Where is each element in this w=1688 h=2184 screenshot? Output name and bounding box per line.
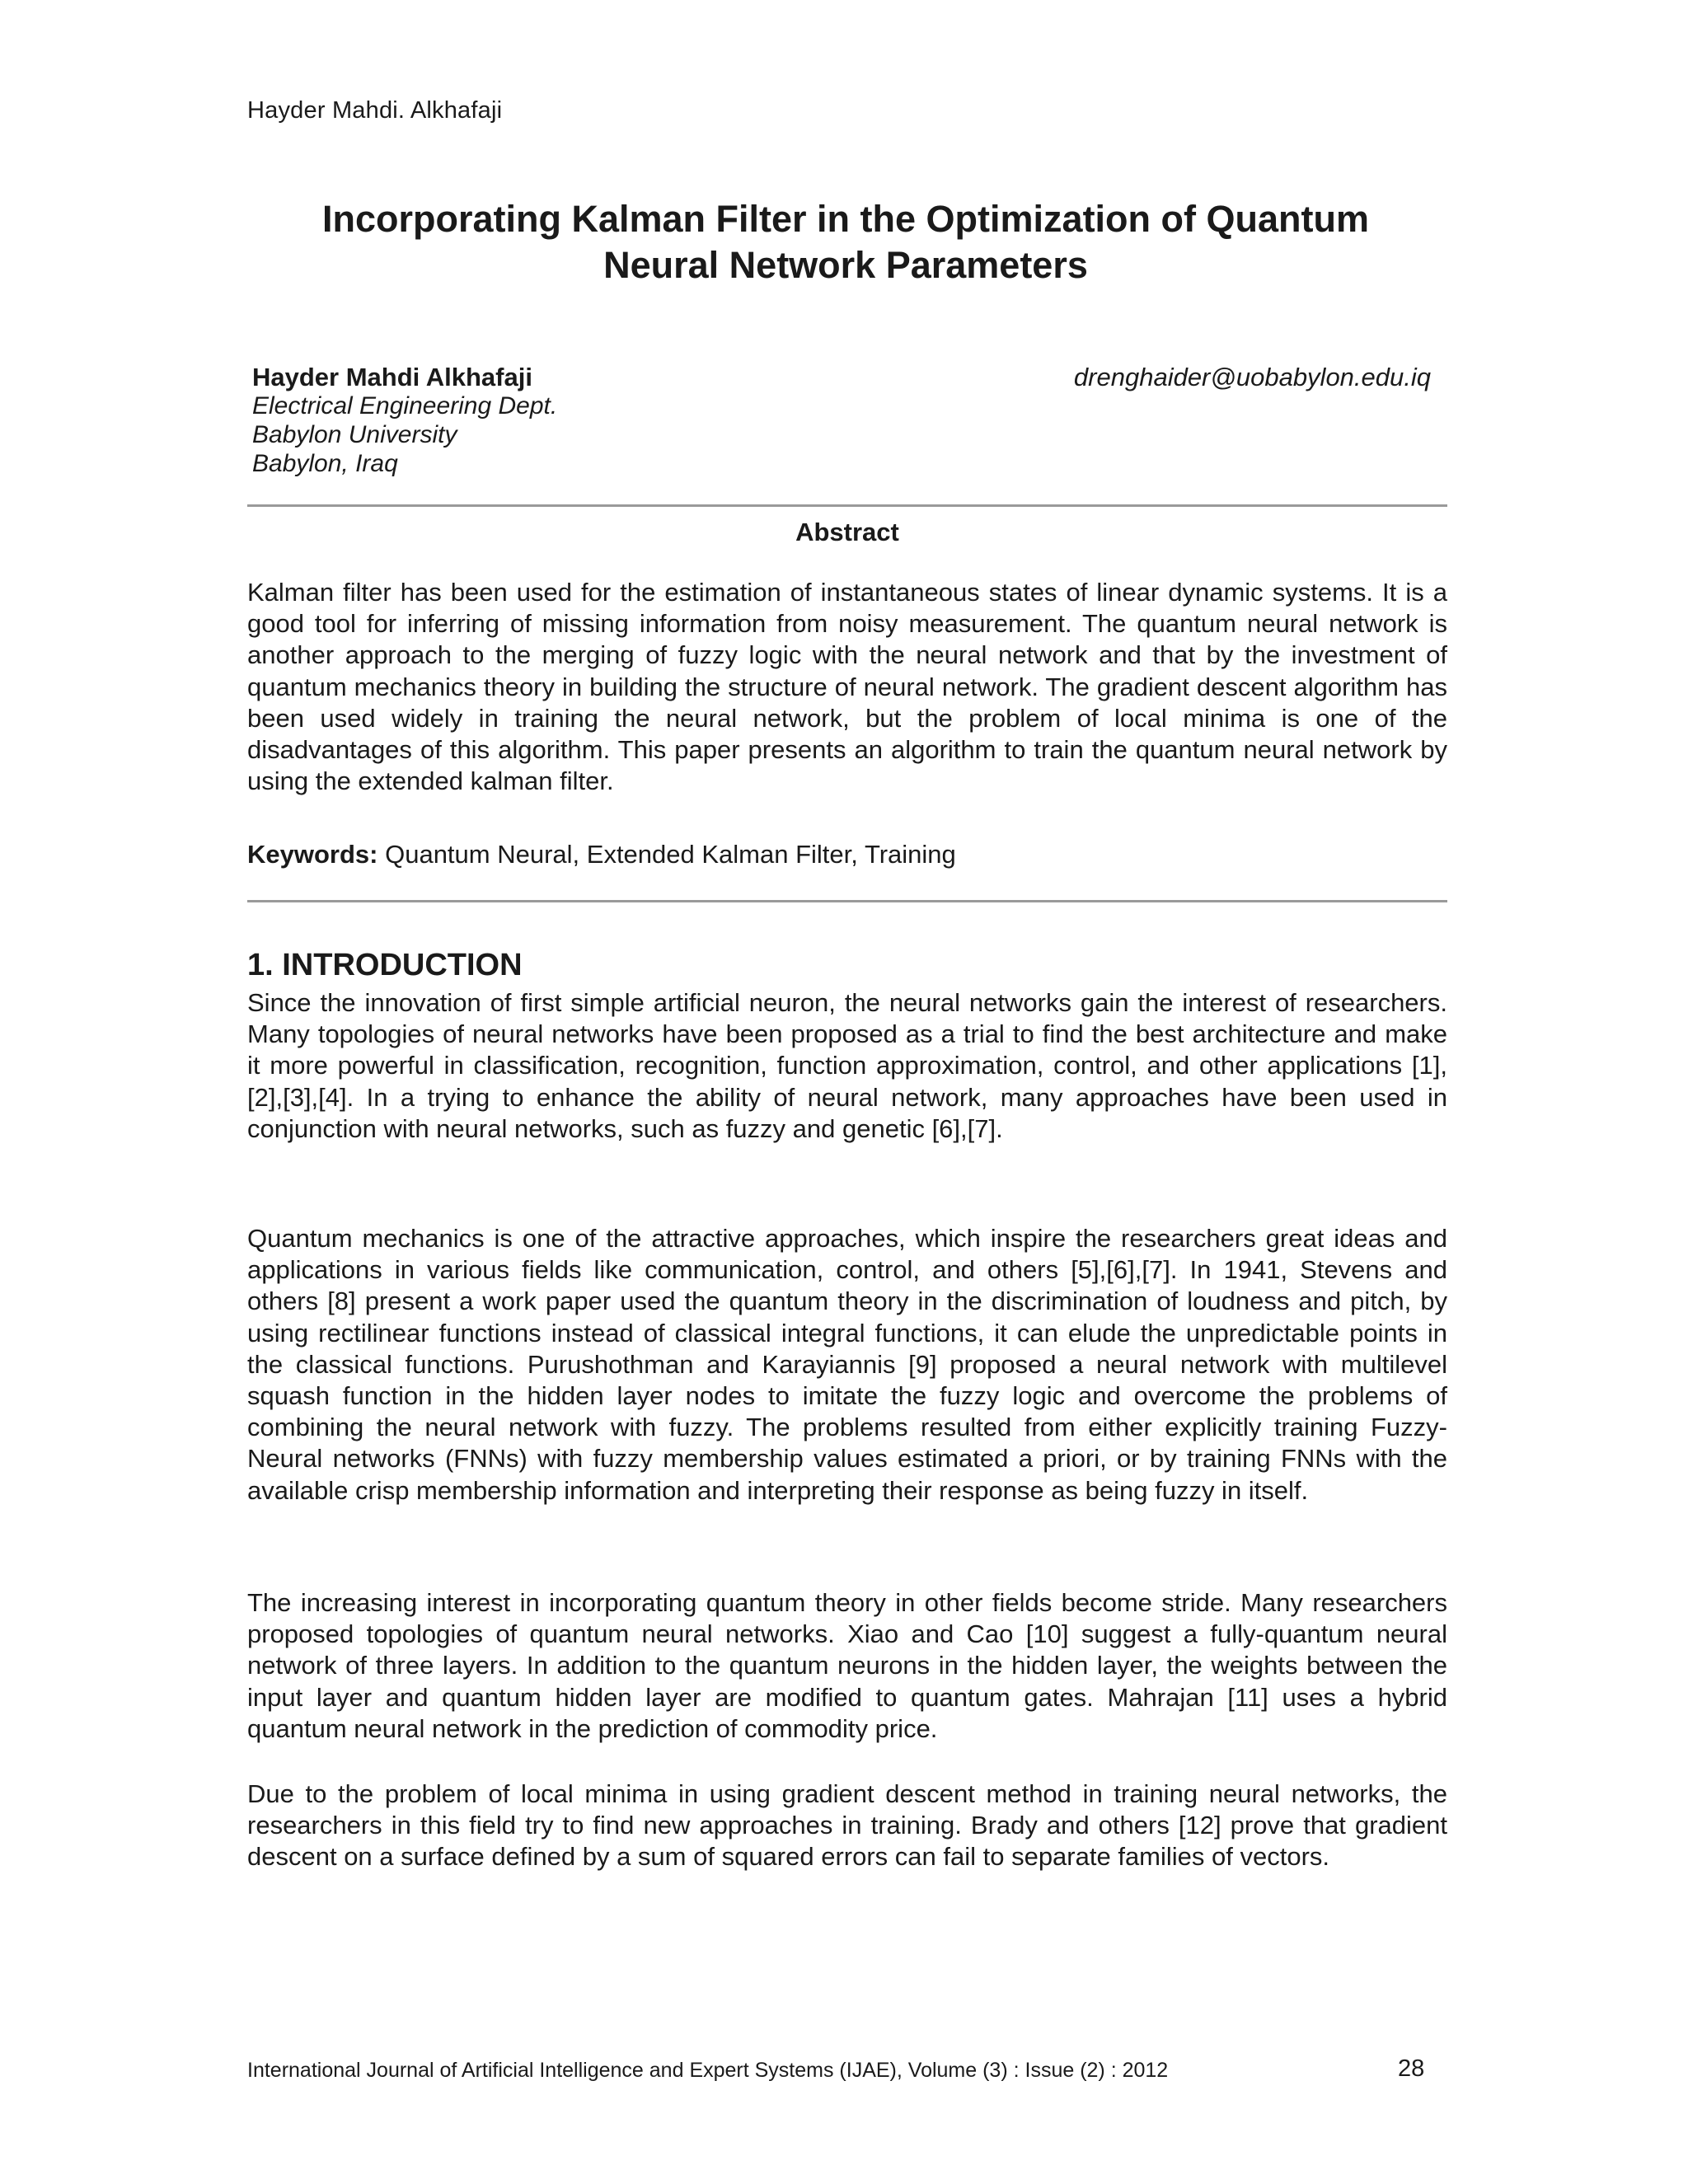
intro-paragraph-1: Since the innovation of first simple artificial neuron, the neural networks gain the interest of researchers. Many topologies of neural networks have been proposed as a trial to find the best architecture and make it more powerful in classification, recognition, function approximation, control, and other applications [1],[2],[3],[4]. In a trying to enhance the ability of neural network, many approaches have been used in conjunction with neural networks, such as fuzzy and genetic [6],[7].	[247, 988, 1447, 1143]
journal-footer: International Journal of Artificial Intelligence and Expert Systems (IJAE), Volume (3) : Issue (2) : 2012	[247, 2059, 1169, 2082]
keywords-value: Quantum Neural, Extended Kalman Filter, Training	[377, 840, 956, 869]
author-block	[252, 363, 557, 478]
keywords-line	[247, 839, 1447, 870]
running-header: Hayder Mahdi. Alkhafaji	[247, 97, 503, 124]
author-university: Babylon University	[252, 421, 457, 448]
author-department: Electrical Engineering Dept.	[252, 392, 558, 419]
abstract-top-divider	[247, 504, 1447, 507]
abstract-heading: Abstract	[795, 518, 899, 546]
keywords-label: Keywords:	[247, 840, 378, 869]
intro-paragraph-3: The increasing interest in incorporating quantum theory in other fields become stride. Many researchers proposed topologies of quantum neural networks. Xiao and Cao [10] suggest a fully-quantum neural network of three layers. In addition to the quantum neurons in the hidden layer, the weights between the input layer and quantum hidden layer are modified to quantum gates. Mahrajan [11] uses a hybrid quantum neural network in the prediction of commodity price.	[247, 1588, 1447, 1743]
paper-title	[247, 196, 1444, 288]
intro-paragraph-2: Quantum mechanics is one of the attractive approaches, which inspire the researchers great ideas and applications in various fields like communication, control, and others [5],[6],[7]. In 1941, Stevens and others [8] present a work paper used the quantum theory in the discrimination of loudness and pitch, by using rectilinear functions instead of classical integral functions, it can elude the unpredictable points in the classical functions. Purushothman and Karayiannis [9] proposed a neural network with multilevel squash function in the hidden layer nodes to imitate the fuzzy logic and overcome the problems of combining the neural network with fuzzy. The problems resulted from either explicitly training Fuzzy-Neural networks (FNNs) with fuzzy membership values estimated a priori, or by training FNNs with the available crisp membership information and interpreting their response as being fuzzy in itself.	[247, 1224, 1447, 1505]
title-line-2: Neural Network Parameters	[603, 244, 1088, 286]
abstract-bottom-divider	[247, 900, 1447, 902]
title-line-1: Incorporating Kalman Filter in the Optimization of Quantum	[321, 198, 1370, 240]
page-number: 28	[1398, 2055, 1425, 2082]
author-location: Babylon, Iraq	[252, 450, 398, 477]
section-heading-introduction: 1. INTRODUCTION	[247, 948, 523, 982]
intro-paragraph-4: Due to the problem of local minima in using gradient descent method in training neural networks, the researchers in this field try to find new approaches in training. Brady and others [12] prove that gradient descent on a surface defined by a sum of squared errors can fail to separate families of vectors.	[247, 1779, 1447, 1872]
author-name: Hayder Mahdi Alkhafaji	[252, 363, 532, 391]
abstract-text: Kalman filter has been used for the estimation of instantaneous states of linear dynamic systems. It is a good tool for inferring of missing information from noisy measurement. The quantum neural network is another approach to the merging of fuzzy logic with the neural network and that by the investment of quantum mechanics theory in building the structure of neural network. The gradient descent algorithm has been used widely in training the neural network, but the problem of local minima is one of the disadvantages of this algorithm. This paper presents an algorithm to train the quantum neural network by using the extended kalman filter.	[247, 578, 1447, 796]
author-email: drenghaider@uobabylon.edu.iq	[1073, 363, 1431, 391]
